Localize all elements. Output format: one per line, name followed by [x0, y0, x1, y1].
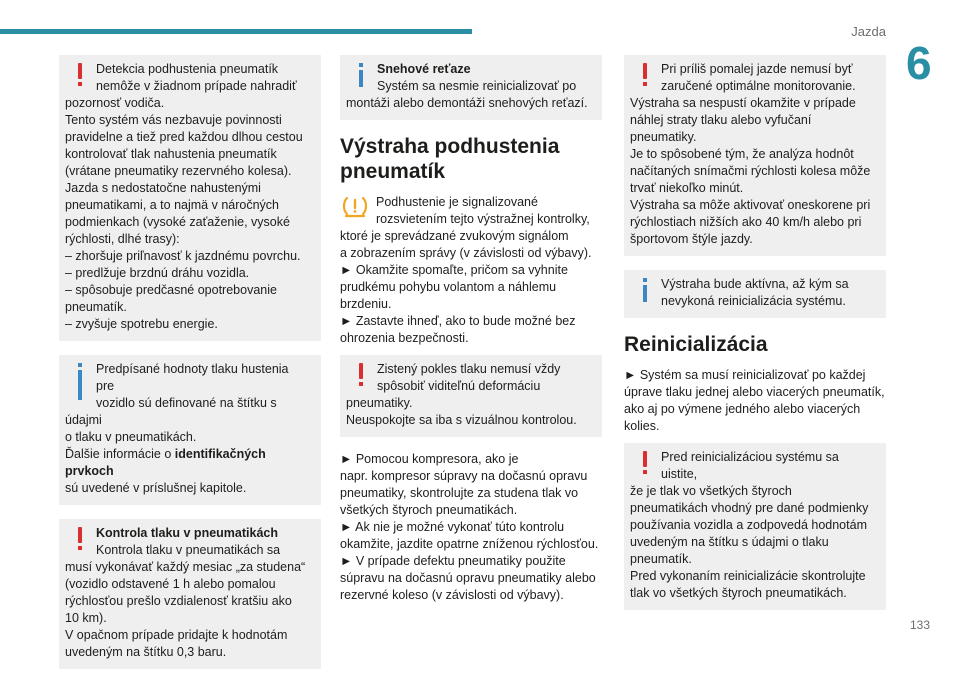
warning-exclamation-icon: [352, 363, 371, 389]
column-1: [59, 55, 321, 683]
page-number: 133: [909, 618, 930, 632]
section-heading: Výstraha podhustenia pneumatík: [340, 135, 560, 184]
top-accent-bar: [0, 29, 472, 34]
info-box-alert-active: [624, 270, 886, 318]
warning-text: Pred reinicializáciou systému sa uistite, že je tlak vo všetkých štyroch pneumatikách vhodný pre dané podmienky používania vozidla a zodpovedá hodnotám uvedeným na štítku s údajmi o tlaku pneumatík. Pred vykonaním reinicializácie skontrolujte tlak vo všetkých štyroch pneumatikách.: [630, 450, 869, 601]
info-icon: [71, 363, 90, 401]
underinflation-intro: Podhustenie je signalizované rozsvietením tejto výstražnej kontrolky, ktoré je sprevádzané zvukovým signálom a zobrazením správy (v závislosti od výbavy). ► Okamžite spomaľte, pričom sa vyhnite prudkému pohybu volantom a náhlemu brzdeniu. ► Zastavte ihneď, ako to bude možné bez ohrozenia bezpečnosti.: [340, 195, 592, 346]
info-icon: [352, 63, 371, 89]
info-box-snow-chains: [340, 55, 602, 120]
tyre-pressure-warning-lamp-icon: [340, 194, 370, 222]
warning-box-detection: [59, 55, 321, 341]
warning-box-before-reinit: [624, 443, 886, 610]
compressor-instructions: ► Pomocou kompresora, ako je napr. kompresor súpravy na dočasnú opravu pneumatiky, skontrolujte za studena tlak vo všetkých štyroch pneumatikách. ► Ak nie je možné vykonať túto kontrolu okamžite, jazdite opatrne zníženou rýchlosťou. ► V prípade defektu pneumatiky použite súpravu na dočasnú opravu pneumatiky alebo rezervné koleso (v závislosti od výbavy).: [340, 452, 599, 603]
info-text: Predpísané hodnoty tlaku hustenia pre vozidlo sú definované na štítku s údajmi o tlaku v pneumatikách. Ďalšie informácie o identifikačných prvkoch sú uvedené v príslušnej kapitole.: [65, 362, 289, 495]
warning-exclamation-icon: [636, 451, 655, 477]
warning-text: Zistený pokles tlaku nemusí vždy spôsobiť viditeľnú deformáciu pneumatiky. Neuspokojte sa iba s vizuálnou kontrolou.: [346, 362, 577, 428]
cross-reference: identifikačných prvkoch: [65, 447, 266, 478]
warning-box-slow-driving: [624, 55, 886, 256]
box-title: Snehové reťaze: [377, 62, 471, 76]
warning-text: Pri príliš pomalej jazde nemusí byť zaručené optimálne monitorovanie. Výstraha sa nespustí okamžite v prípade náhlej straty tlaku alebo vyfučaní pneumatiky. Je to spôsobené tým, že analýza hodnôt načítaných snímačmi rýchlosti kolesa môže trvať niekoľko minút. Výstraha sa môže aktivovať oneskorene pri rýchlostiach nižších ako 40 km/h alebo pri športovom štýle jazdy.: [630, 62, 871, 246]
section-heading: Reinicializácia: [624, 333, 768, 356]
warning-exclamation-icon: [636, 63, 655, 89]
section-title: Jazda: [851, 24, 886, 39]
reinit-intro: ► Systém sa musí reinicializovať po každej úprave tlaku jednej alebo viacerých pneumatík, ako aj po výmene jedného alebo viacerých kolies.: [624, 368, 885, 434]
warning-box-deformation: [340, 355, 602, 437]
warning-exclamation-icon: [71, 527, 90, 553]
info-box-pressure-values: [59, 355, 321, 505]
column-2: [340, 55, 602, 604]
column-3: [624, 55, 886, 624]
chapter-number: 6: [906, 37, 932, 89]
info-text: Snehové reťaze Systém sa nesmie reinicializovať po montáži alebo demontáži snehových reťazí.: [346, 62, 588, 110]
warning-exclamation-icon: [71, 63, 90, 89]
info-text: Výstraha bude aktívna, až kým sa nevykoná reinicializácia systému.: [661, 277, 849, 308]
warning-text: Detekcia podhustenia pneumatík nemôže v žiadnom prípade nahradiť pozornosť vodiča. Tento systém vás nezbavuje povinnosti pravidelne a tiež pred každou dlhou cestou kontrolovať tlak nahustenia pneumatík (vrátane pneumatiky rezervného kolesa). Jazda s nedostatočne nahustenými pneumatikami, a to najmä v náročných podmienkach (vysoké zaťaženie, vysoké rýchlosti, dlhé trasy): – zhoršuje priľnavosť k jazdnému povrchu. – predlžuje brzdnú dráhu vozidla. – spôsobuje predčasné opotrebovanie pneumatík. – zvyšuje spotrebu energie.: [65, 62, 303, 331]
warning-text: Kontrola tlaku v pneumatikách Kontrola tlaku v pneumatikách sa musí vykonávať každý mesiac „za studena“ (vozidlo odstavené 1 h alebo pomalou rýchlosťou prešlo vzdialenosť kratšiu ako 10 km). V opačnom prípade pridajte k hodnotám uvedeným na štítku 0,3 baru.: [65, 526, 306, 659]
box-title: Kontrola tlaku v pneumatikách: [96, 526, 278, 540]
info-icon: [636, 278, 655, 304]
warning-box-pressure-check: [59, 519, 321, 669]
